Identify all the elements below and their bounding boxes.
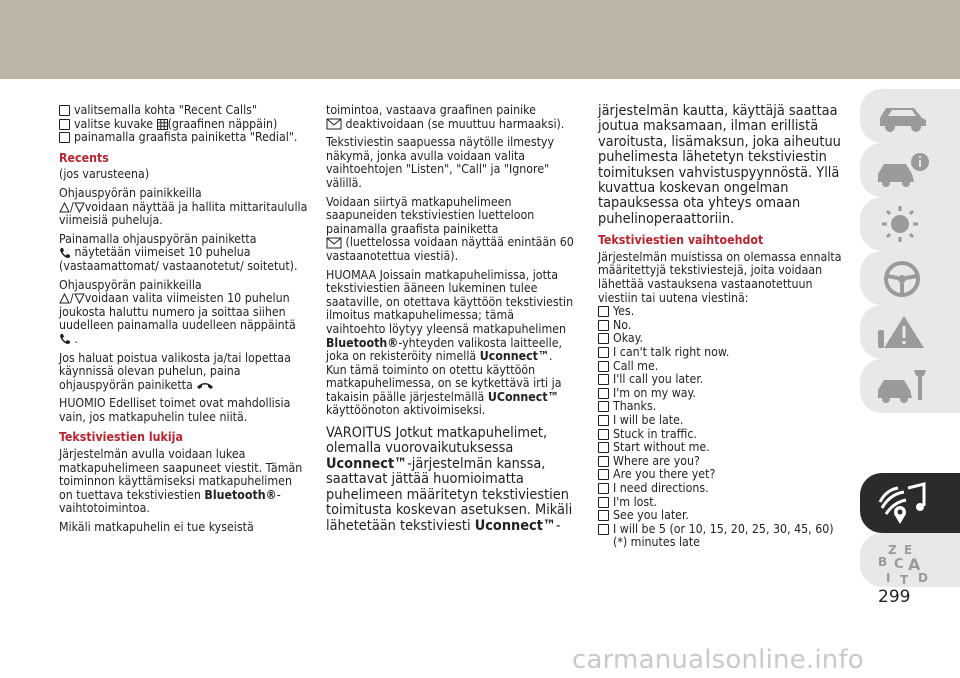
index-letter: C [894,557,904,572]
paragraph: järjestelmän kautta, käyttäjä saattaa joutua maksamaan, ilman erillistä varoitusta, lisämaksun, joka aiheutuu puhelimesta lähetetyn tekstiviestin toimituksen vahvistuspyynnöstä. Yllä kuvattua koskevan ongelman tapauksessa ota yhteys omaan puhelinoperaattoriin. [598,103,841,227]
page-number: 299 [878,587,911,607]
bullet-box-icon [598,510,609,521]
bullet-box-icon [598,415,609,426]
bullet-box-icon [59,105,70,116]
message-icon [326,237,342,249]
paragraph: Järjestelmän avulla voidaan lukea matkapuhelimeen saapuneet viestit. Tämän toiminnon käyttämiseksi matkapuhelimen on tuettava tekstiviestien Bluetooth®-vaihtotoimintoa. [59,447,303,516]
warning-triangle-icon [874,312,934,354]
car-info-icon [874,150,934,192]
index-letter: I [886,571,891,585]
column-1 [59,104,309,540]
tab-steering-wheel[interactable] [860,251,960,305]
watermark: carmanualsonline.info [572,645,864,675]
bullet-box-icon [59,132,70,143]
paragraph: Mikäli matkapuhelin ei tue kyseistä [59,520,254,535]
bullet-box-icon [598,320,609,331]
paragraph: HUOMAA Joissain matkapuhelimissa, jotta tekstiviestien ääneen lukeminen tulee saataville, on otettava käyttöön tekstiviestin ilmoitus matkapuhelimessa; tämä vaihtoehto löytyy yleensä matkapuhelimen Bluetooth®-yhteyden valikosta laitteelle, joka on rekisteröity nimellä Uconnect™. Kun tämä toiminto on otettu käyttöön matkapuhelimessa, on se kytkettävä irti ja takaisin päälle järjestelmällä UConnect™ käyttöönoton aktivoimiseksi. [326,267,574,418]
paragraph: Tekstiviestin saapuessa näytölle ilmestyy näkymä, jonka avulla voidaan valita vaihtoehtojen "Listen", "Call" ja "Ignore" välillä. [326,135,555,190]
index-letter: Z [888,543,897,557]
paragraph: toimintoa, vastaava graafinen painike deaktivoidaan (se muuttuu harmaaksi). [326,103,565,131]
index-letter: T [900,573,909,586]
tab-car-info[interactable] [860,143,960,197]
tab-maintenance[interactable] [860,359,960,413]
bullet-box-icon [598,388,609,399]
tab-multimedia[interactable] [860,473,960,533]
list-item: See you later. [598,509,846,523]
bullet-box-icon [598,361,609,372]
list-item: Where are you? [598,455,846,469]
list-item: valitsemalla kohta "Recent Calls" [59,104,309,118]
section-heading-tekstiviestien-vaihtoehdot: Tekstiviestien vaihtoehdot [598,233,764,248]
paragraph: Ohjauspyörän painikkeilla / voidaan näyttää ja hallita mittaritaululla viimeisiä puheluja. [59,185,308,228]
column-3 [598,104,846,550]
column-2 [326,104,576,539]
car-icon [874,96,934,138]
bullet-box-icon [598,347,609,358]
tab-dashboard-lights[interactable] [860,197,960,251]
list-item: No. [598,319,846,333]
paragraph: Jos haluat poistua valikosta ja/tai lopettaa käynnissä olevan puhelun, paina ohjauspyörän painiketta [59,350,291,392]
bullet-box-icon [598,401,609,412]
bullet-box-icon [598,497,609,508]
message-icon [326,118,342,130]
paragraph: Ohjauspyörän painikkeilla / voidaan valita viimeisten 10 puhelun joukosta haluttu numero ja soittaa siihen uudelleen painamalla uudelleen näppäintä . [59,277,296,346]
list-item: I'll call you later. [598,373,846,387]
bullet-box-icon [598,306,609,317]
bullet-box-icon [598,483,609,494]
list-item: Are you there yet? [598,468,846,482]
bullet-box-icon [598,429,609,440]
multimedia-icon [874,480,934,526]
index-letters-icon [874,540,934,586]
list-item: I will be 5 (or 10, 15, 20, 25, 30, 45, 60) (*) minutes late [598,523,846,550]
keypad-icon [157,119,168,130]
section-heading-recents: Recents [59,150,109,165]
arrow-up-icon [59,202,70,213]
paragraph: Voidaan siirtyä matkapuhelimeen saapuneiden tekstiviestien luetteloon painamalla graafista painiketta (luettelossa voidaan näyttää enintään 60 vastaanotettua viestiä). [326,194,574,263]
paragraph: Painamalla ohjauspyörän painiketta näytetään viimeiset 10 puhelua (vastaamattomat/ vastaanotetut/ soitetut). [59,231,298,273]
paragraph: Järjestelmän muistissa on olemassa ennalta määritettyjä tekstiviestejä, joita voidaan lähettää vastauksena vastaanotettuun viestiin tai uutena viestinä: [598,249,842,305]
section-heading-tekstiviestien-lukija: Tekstiviestien lukija [59,430,183,445]
paragraph: (jos varusteena) [59,167,150,182]
list-item: Okay. [598,332,846,346]
list-item: Stuck in traffic. [598,428,846,442]
header-bar [0,0,960,79]
arrow-up-icon [59,293,70,304]
list-item: painamalla graafista painiketta "Redial". [59,131,309,145]
index-letter: B [878,555,888,569]
arrow-down-icon [74,202,85,213]
arrow-down-icon [74,293,85,304]
index-letter: E [904,543,913,557]
bullet-box-icon [59,119,70,130]
bullet-box-icon [598,469,609,480]
phone-icon [59,333,71,345]
list-item: Yes. [598,305,846,319]
index-letter: A [908,555,921,574]
index-letter: D [918,571,928,585]
warning-paragraph: VAROITUS Jotkut matkapuhelimet, olemalla vuorovaikutuksessa Uconnect™-järjestelmän kanssa, saattavat jättää huomioimatta puhelimeen määritetyn tekstiviestien toimitusta koskevan asetuksen. Mikäli lähetetään tekstiviesti Uconnect™- [326,425,573,534]
list-item: I'm on my way. [598,387,846,401]
list-item: I will be late. [598,414,846,428]
dashboard-lights-icon [874,204,934,246]
bullet-box-icon [598,374,609,385]
list-item: Thanks. [598,400,846,414]
tab-index[interactable] [860,533,960,587]
phone-icon [59,247,71,259]
bullet-box-icon [598,524,609,535]
tab-warning[interactable] [860,305,960,359]
hang-up-icon [196,381,214,390]
list-item: I'm lost. [598,496,846,510]
list-item: valitse kuvake (graafinen näppäin) [59,118,309,132]
predefined-messages-list [598,305,846,550]
list-item: Call me. [598,360,846,374]
bullet-box-icon [598,456,609,467]
car-wrench-icon [874,366,934,408]
list-item: I need directions. [598,482,846,496]
steering-wheel-icon [874,258,934,300]
bullet-box-icon [598,442,609,453]
list-item: I can't talk right now. [598,346,846,360]
paragraph: HUOMIO Edelliset toimet ovat mahdollisia vain, jos matkapuhelin tulee niitä. [59,396,291,424]
bullet-box-icon [598,333,609,344]
tab-car[interactable] [860,89,960,143]
list-item: Start without me. [598,441,846,455]
